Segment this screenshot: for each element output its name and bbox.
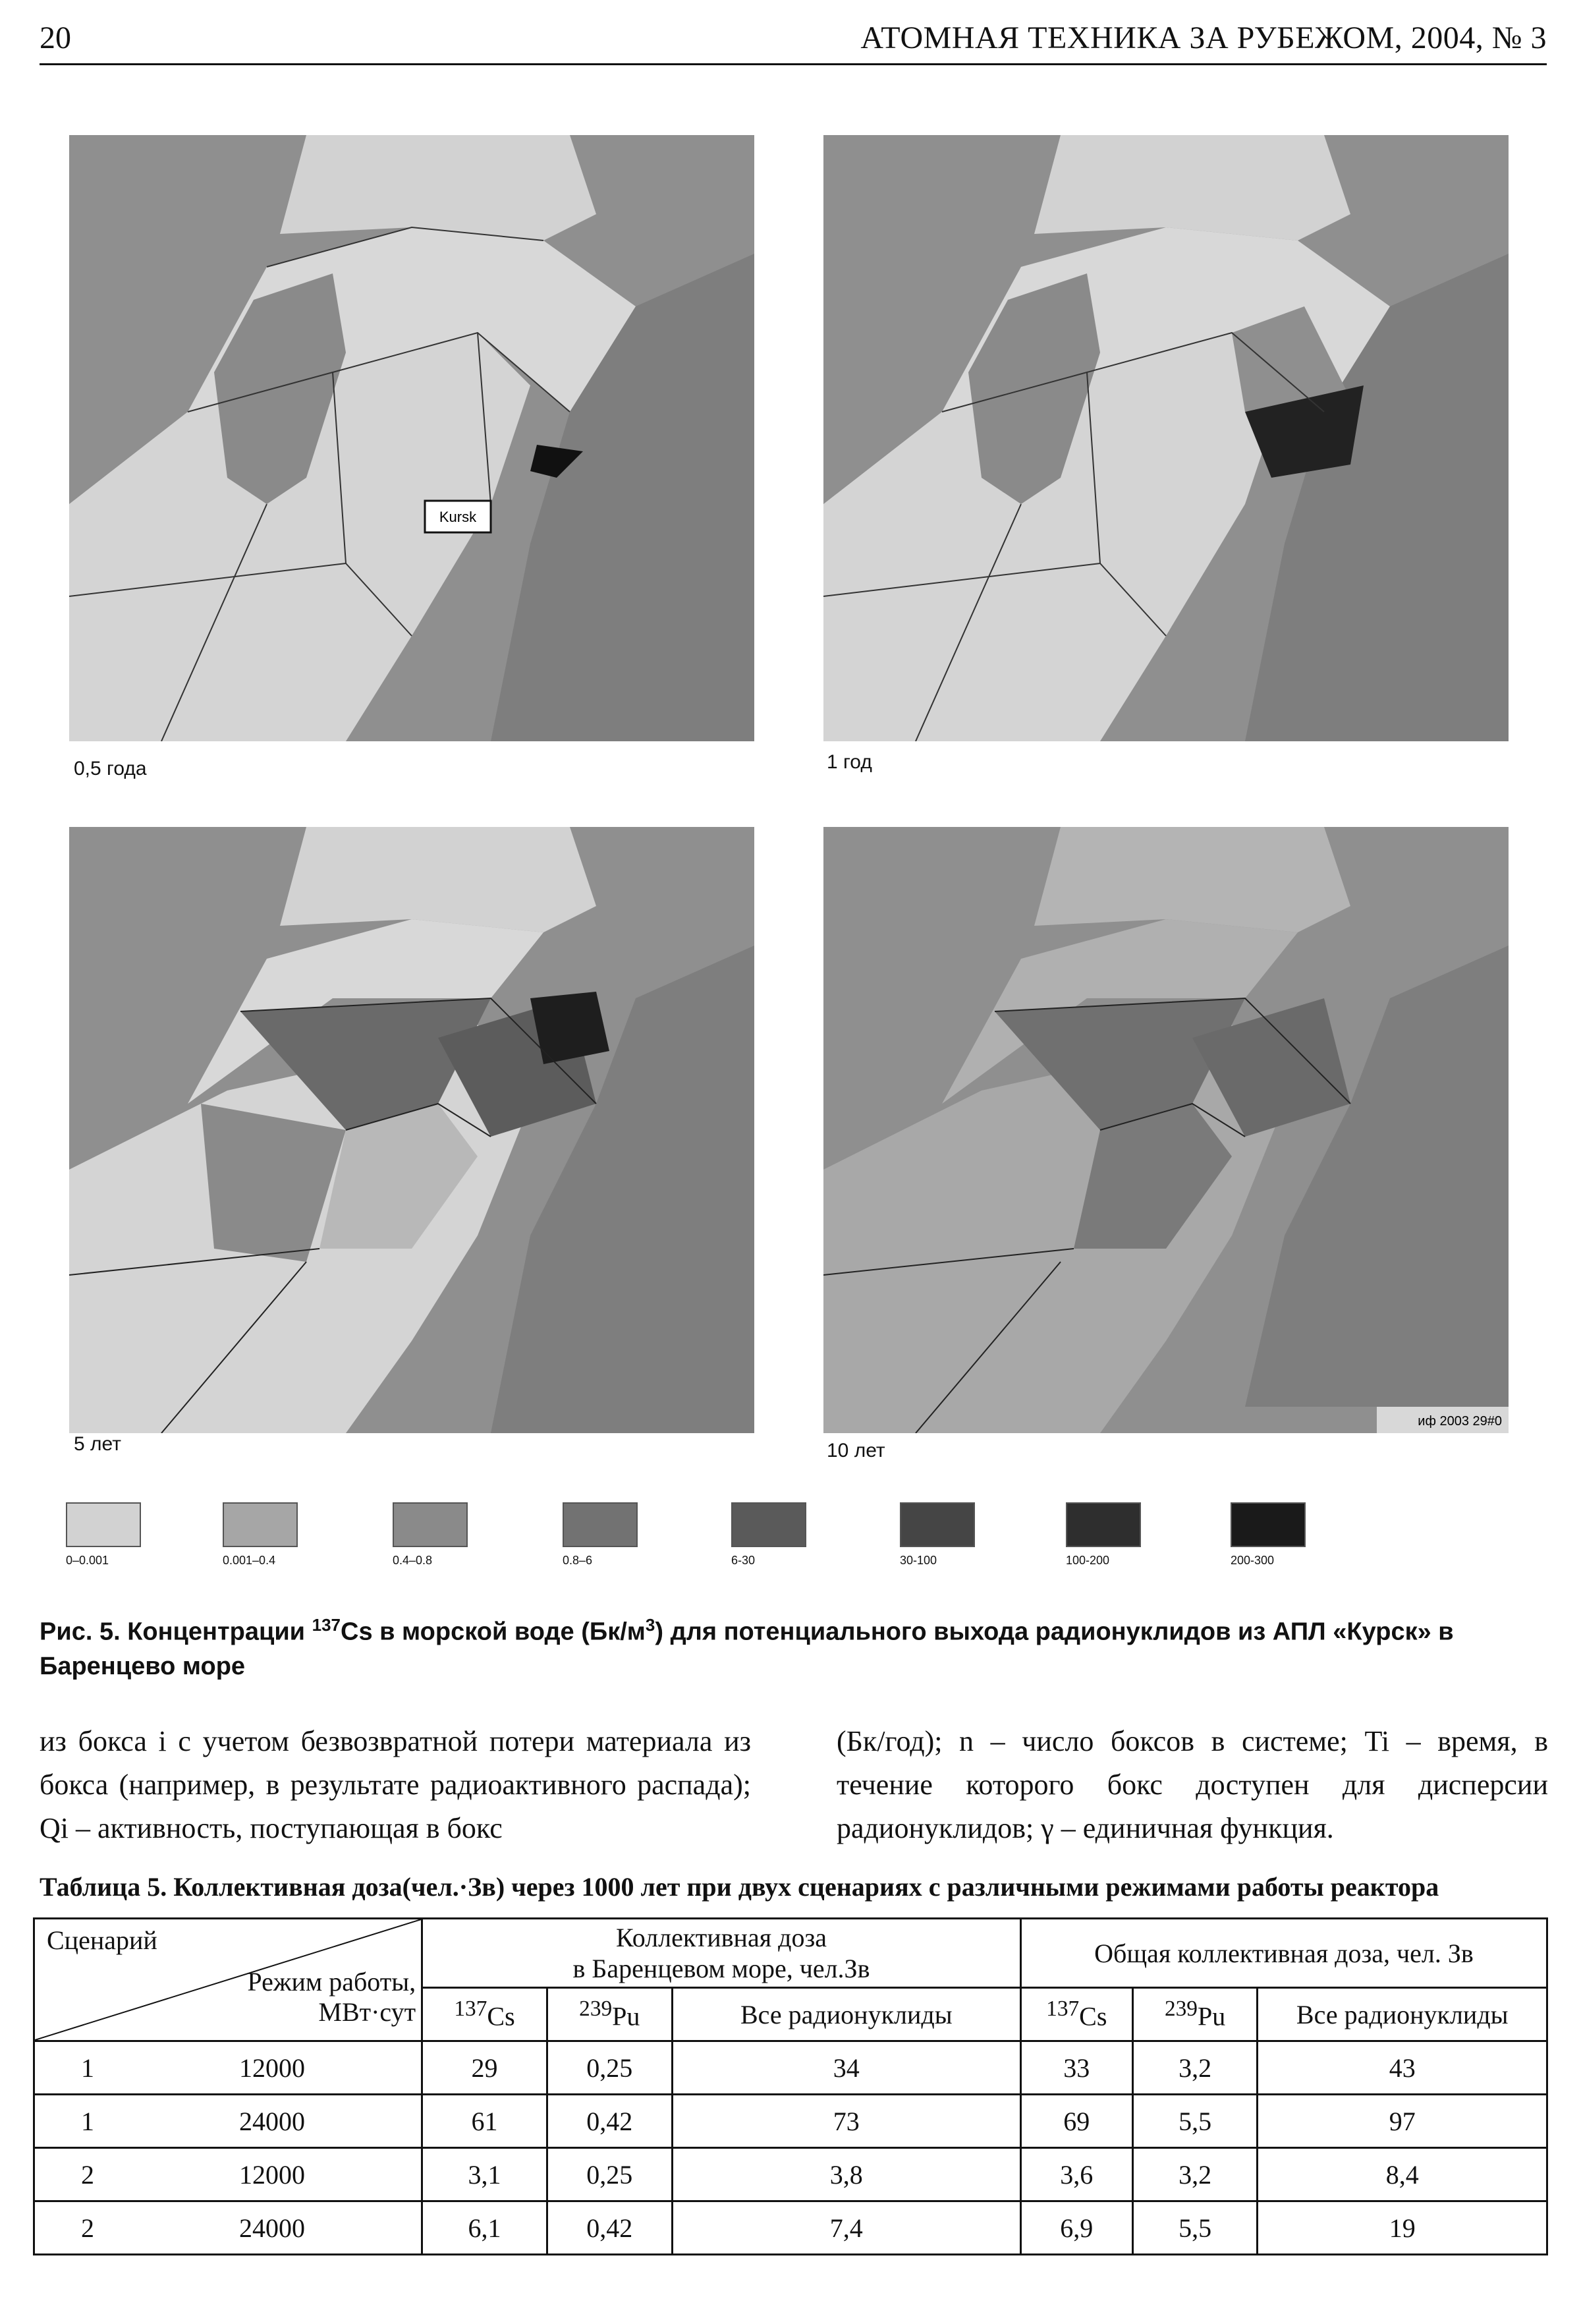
cell-barents-pu: 0,25 [547,2041,672,2095]
legend-item [1224,1502,1356,1568]
cell-total-all: 19 [1258,2201,1547,2255]
legend-swatch [1066,1502,1141,1547]
map-caption-one-year: 1 год [827,751,872,773]
legend-label: 6-30 [731,1554,756,1567]
legend-swatch [223,1502,298,1547]
body-text-right: (Бк/год); n – число боксов в системе; Ti – время, в течение которого бокс доступен для дисперсии радионуклидов; γ – единичная функция. [837,1725,1548,1844]
table-row [34,2095,1547,2148]
map-ten-years [823,827,1509,1433]
cell-barents-cs: 3,1 [422,2148,547,2201]
map-half-year [69,135,754,741]
legend-label: 0.8–6 [563,1554,593,1567]
col-header-pu: $^{239}$Pu [1132,1988,1258,2041]
cell-total-cs: 69 [1020,2095,1132,2148]
legend-label: 0–0.001 [66,1554,109,1567]
col-header-all: Все радионуклиды [672,1988,1020,2041]
cell-total-cs: 6,9 [1020,2201,1132,2255]
body-text-left: из бокса i с учетом безвозвратной потери материала из бокса (например, в результате радиоактивного распада); Qi – активность, поступающая в бокс [40,1725,751,1844]
map-caption-five-years: 5 лет [74,1433,121,1455]
header-rule [40,63,1547,65]
table-caption: Таблица 5. Коллективная доза(чел.·Зв) через 1000 лет при двух сценариях с различными режимами работы реактора [40,1872,1439,1902]
cell-barents-pu: 0,42 [547,2201,672,2255]
col-header-all: Все радионуклиды [1258,1988,1547,2041]
cell-total-all: 97 [1258,2095,1547,2148]
kursk-label: Kursk [439,509,477,525]
legend-swatch [731,1502,806,1547]
cell-barents-all: 7,4 [672,2201,1020,2255]
map-five-years [69,827,754,1433]
cell-barents-pu: 0,42 [547,2095,672,2148]
page-number: 20 [40,20,71,55]
cell-barents-pu: 0,25 [547,2148,672,2201]
cell-barents-all: 34 [672,2041,1020,2095]
legend-label: 0.001–0.4 [223,1554,276,1567]
legend-swatch [1231,1502,1306,1547]
map-watermark: иф 2003 29#0 [1418,1414,1502,1429]
cell-total-pu: 3,2 [1132,2148,1258,2201]
cell-total-all: 8,4 [1258,2148,1547,2201]
col-header-cs: $^{137}$Cs [1020,1988,1132,2041]
cell-barents-all: 73 [672,2095,1020,2148]
legend-item [556,1502,688,1568]
corner-scenario-label: Сценарий [47,1925,157,1955]
figure-caption: Рис. 5. Концентрации $^{137}$Cs в морской воде $(Бк/м^3)$ для потенциального выхода радионуклидов из АПЛ «Курск» в Баренцево море [40,1615,1454,1680]
cell-total-pu: 5,5 [1132,2095,1258,2148]
legend-label: 30-100 [900,1554,937,1567]
legend-item [216,1502,348,1568]
group-header-barents: Коллективная доза в Баренцевом море, чел.Зв [422,1919,1021,1988]
cell-barents-cs: 6,1 [422,2201,547,2255]
table-row [34,2201,1547,2255]
legend-label: 100-200 [1066,1554,1110,1567]
table-row [34,2041,1547,2095]
col-header-cs: $^{137}$Cs [422,1988,547,2041]
legend-item [59,1502,191,1568]
map-caption-ten-years: 10 лет [827,1440,885,1461]
legend-label: 0.4–0.8 [393,1554,433,1567]
cell-total-pu: 5,5 [1132,2201,1258,2255]
cell-barents-cs: 29 [422,2041,547,2095]
corner-mode-label: Режим работы, МВт·сут [247,1967,416,2027]
cell-barents-all: 3,8 [672,2148,1020,2201]
table-header-row [34,1919,1547,1988]
cell-barents-cs: 61 [422,2095,547,2148]
legend-item [893,1502,1025,1568]
table-row [34,2148,1547,2201]
map-caption-half-year: 0,5 года [74,758,147,779]
scenario-mode-cell: 1 12000 [34,2041,422,2095]
legend-swatch [900,1502,975,1547]
cell-total-cs: 33 [1020,2041,1132,2095]
legend-item [725,1502,856,1568]
col-header-pu: $^{239}$Pu [547,1988,672,2041]
cell-total-pu: 3,2 [1132,2041,1258,2095]
dose-table [33,1917,1548,2255]
scenario-mode-cell: 1 24000 [34,2095,422,2148]
legend-item [1059,1502,1191,1568]
legend-item [386,1502,518,1568]
legend-label: 200-300 [1231,1554,1275,1567]
cell-total-all: 43 [1258,2041,1547,2095]
journal-title: АТОМНАЯ ТЕХНИКА ЗА РУБЕЖОМ, 2004, № 3 [860,20,1547,55]
group-header-total: Общая коллективная доза, чел. Зв [1020,1919,1547,1988]
legend-swatch [563,1502,638,1547]
cell-total-cs: 3,6 [1020,2148,1132,2201]
scenario-mode-cell: 2 24000 [34,2201,422,2255]
map-one-year [823,135,1509,741]
legend-swatch [393,1502,468,1547]
map-legend [59,1502,1509,1568]
table-corner-cell [34,1919,422,2041]
legend-swatch [66,1502,141,1547]
scenario-mode-cell: 2 12000 [34,2148,422,2201]
